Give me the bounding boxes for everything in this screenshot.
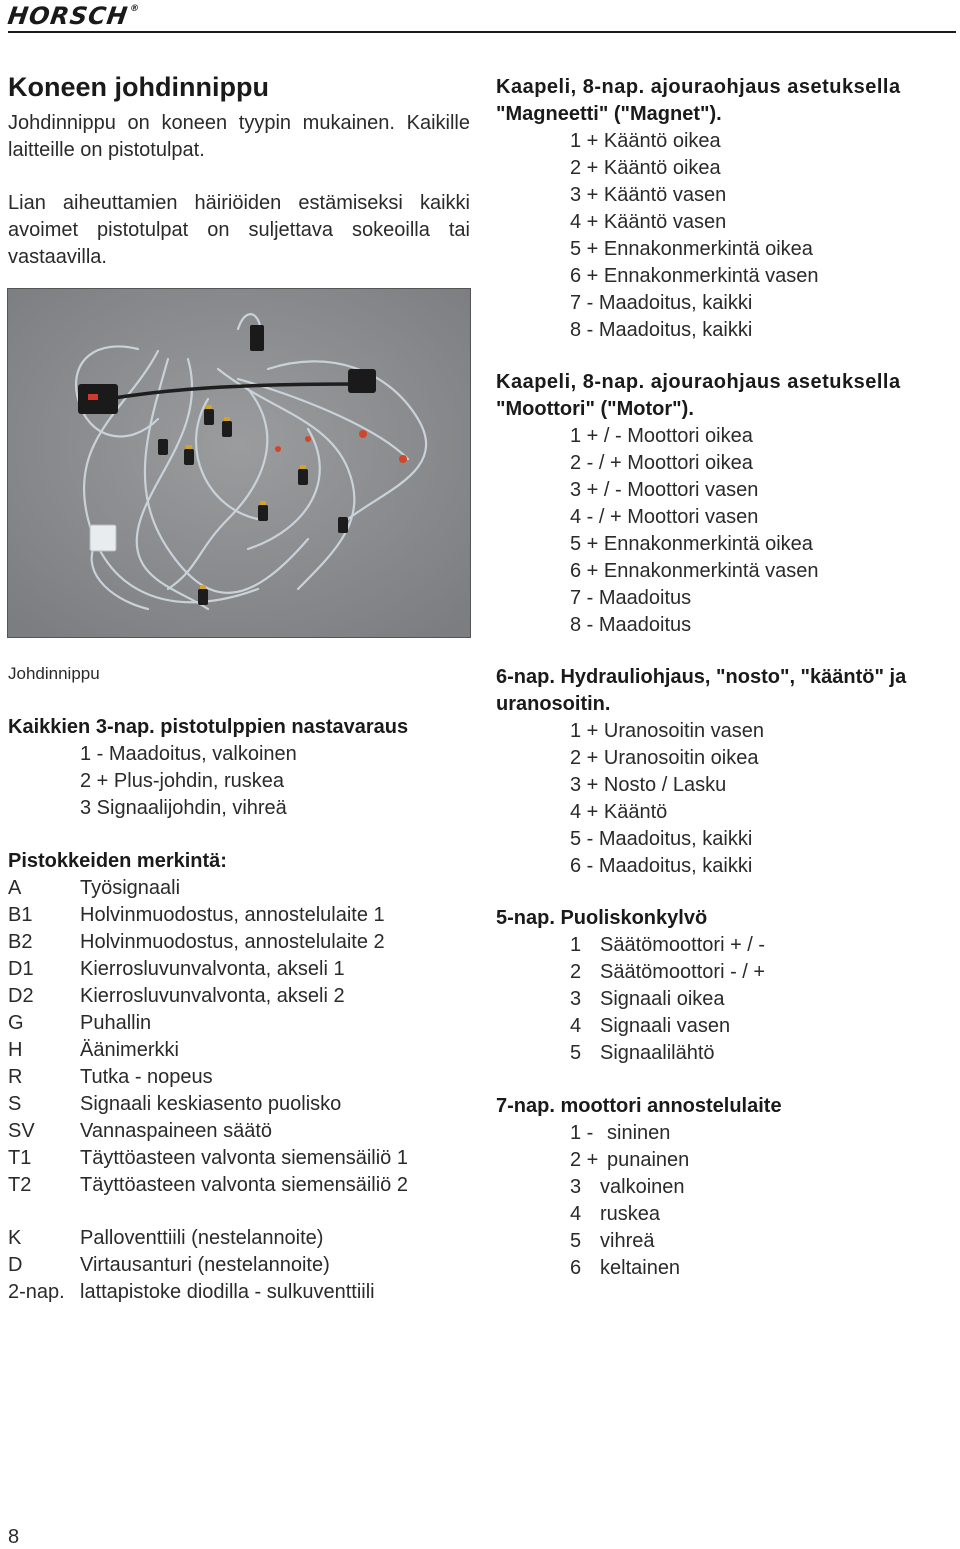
markings-heading: Pistokkeiden merkintä: <box>8 850 227 872</box>
marking-desc: Signaali keskiasento puolisko <box>80 1093 342 1115</box>
magnet-line: 3 + Kääntö vasen <box>570 184 727 206</box>
pin-number: 3 <box>570 988 582 1010</box>
hydraulic-heading-2: uranosoitin. <box>496 693 611 715</box>
pin-desc: Signaali vasen <box>600 1015 731 1037</box>
magnet-line: 2 + Kääntö oikea <box>570 157 721 179</box>
magnet-heading-2: "Magneetti" ("Magnet"). <box>496 103 722 125</box>
pin-desc: Säätömoottori - / + <box>600 961 766 983</box>
motor-line: 6 + Ennakonmerkintä vasen <box>570 560 819 582</box>
marking-desc: Tutka - nopeus <box>80 1066 213 1088</box>
page-number: 8 <box>8 1526 20 1548</box>
hydraulic-line: 2 + Uranosoitin oikea <box>570 747 759 769</box>
pin-number: 2 <box>570 961 582 983</box>
hydraulic-line: 5 - Maadoitus, kaikki <box>570 828 753 850</box>
pin-desc: keltainen <box>600 1257 681 1279</box>
marking-code: T2 <box>8 1174 32 1196</box>
hydraulic-line: 1 + Uranosoitin vasen <box>570 720 765 742</box>
marking-code: B1 <box>8 904 33 926</box>
pin-desc: sininen <box>607 1122 671 1144</box>
three-pin-line: 1 - Maadoitus, valkoinen <box>80 743 297 765</box>
half-sowing-heading: 5-nap. Puoliskonkylvö <box>496 907 708 929</box>
motor-line: 5 + Ennakonmerkintä oikea <box>570 533 813 555</box>
marking-desc: Virtausanturi (nestelannoite) <box>80 1254 330 1276</box>
three-pin-line: 2 + Plus-johdin, ruskea <box>80 770 285 792</box>
motor-heading: Kaapeli, 8-nap. ajouraohjaus asetuksella <box>496 371 901 393</box>
pin-desc: punainen <box>607 1149 690 1171</box>
marking-code: SV <box>8 1120 35 1142</box>
marking-desc: Holvinmuodostus, annostelulaite 2 <box>80 931 385 953</box>
intro-paragraph: Johdinnippu on koneen tyypin mukainen. Kaikille laitteille on pistotulpat. <box>8 112 470 161</box>
photo-caption: Johdinnippu <box>8 664 100 683</box>
motor-heading-2: "Moottori" ("Motor"). <box>496 398 694 420</box>
marking-desc: Palloventtiili (nestelannoite) <box>80 1227 324 1249</box>
hydraulic-line: 6 - Maadoitus, kaikki <box>570 855 753 877</box>
marking-desc: Vannaspaineen säätö <box>80 1120 273 1142</box>
marking-desc: Kierrosluvunvalvonta, akseli 2 <box>80 985 345 1007</box>
three-pin-heading: Kaikkien 3-nap. pistotulppien nastavaraus <box>8 716 409 738</box>
marking-code: A <box>8 877 22 899</box>
hydraulic-line: 4 + Kääntö <box>570 801 668 823</box>
marking-desc: Äänimerkki <box>80 1039 179 1061</box>
marking-code: B2 <box>8 931 33 953</box>
pin-number: 6 <box>570 1257 582 1279</box>
pin-number: 2 + <box>570 1149 599 1171</box>
pin-desc: Signaali oikea <box>600 988 725 1010</box>
marking-code: S <box>8 1093 22 1115</box>
pin-number: 3 <box>570 1176 582 1198</box>
three-pin-line: 3 Signaalijohdin, vihreä <box>80 797 287 819</box>
marking-desc: Työsignaali <box>80 877 181 899</box>
pin-number: 1 <box>570 934 582 956</box>
pin-number: 1 - <box>570 1122 594 1144</box>
pin-number: 5 <box>570 1042 582 1064</box>
magnet-line: 5 + Ennakonmerkintä oikea <box>570 238 813 260</box>
motor-line: 3 + / - Moottori vasen <box>570 479 759 501</box>
motor-metering-heading: 7-nap. moottori annostelulaite <box>496 1095 782 1117</box>
marking-desc: Kierrosluvunvalvonta, akseli 1 <box>80 958 345 980</box>
marking-code: 2-nap. <box>8 1281 65 1303</box>
marking-desc: Täyttöasteen valvonta siemensäiliö 2 <box>80 1174 408 1196</box>
wiring-harness-photo <box>7 288 471 638</box>
pin-desc: Signaalilähtö <box>600 1042 715 1064</box>
motor-line: 2 - / + Moottori oikea <box>570 452 753 474</box>
marking-code: D <box>8 1254 23 1276</box>
marking-code: G <box>8 1012 24 1034</box>
marking-code: H <box>8 1039 23 1061</box>
hydraulic-heading: 6-nap. Hydrauliohjaus, "nosto", "kääntö" ja <box>496 666 907 688</box>
magnet-line: 6 + Ennakonmerkintä vasen <box>570 265 819 287</box>
pin-desc: ruskea <box>600 1203 661 1225</box>
magnet-line: 4 + Kääntö vasen <box>570 211 727 233</box>
motor-line: 1 + / - Moottori oikea <box>570 425 753 447</box>
horsch-logo: HORSCH® <box>6 2 141 30</box>
pin-desc: valkoinen <box>600 1176 685 1198</box>
pin-desc: vihreä <box>600 1230 655 1252</box>
header-rule <box>8 31 956 33</box>
marking-desc: Täyttöasteen valvonta siemensäiliö 1 <box>80 1147 408 1169</box>
marking-code: T1 <box>8 1147 32 1169</box>
warning-paragraph: Lian aiheuttamien häiriöiden estämiseksi kaikki avoimet pistotulpat on suljettava sokeoilla tai vastaavilla. <box>8 192 470 268</box>
magnet-line: 8 - Maadoitus, kaikki <box>570 319 753 341</box>
marking-desc: lattapistoke diodilla - sulkuventtiili <box>80 1281 375 1303</box>
marking-code: D2 <box>8 985 34 1007</box>
marking-desc: Puhallin <box>80 1012 152 1034</box>
magnet-heading: Kaapeli, 8-nap. ajouraohjaus asetuksella <box>496 76 901 98</box>
pin-number: 4 <box>570 1015 582 1037</box>
motor-line: 8 - Maadoitus <box>570 614 692 636</box>
hydraulic-line: 3 + Nosto / Lasku <box>570 774 727 796</box>
marking-code: R <box>8 1066 23 1088</box>
marking-desc: Holvinmuodostus, annostelulaite 1 <box>80 904 385 926</box>
pin-number: 5 <box>570 1230 582 1252</box>
magnet-line: 7 - Maadoitus, kaikki <box>570 292 753 314</box>
marking-code: K <box>8 1227 22 1249</box>
motor-line: 7 - Maadoitus <box>570 587 692 609</box>
motor-line: 4 - / + Moottori vasen <box>570 506 759 528</box>
pin-desc: Säätömoottori + / - <box>600 934 766 956</box>
marking-code: D1 <box>8 958 34 980</box>
page-title: Koneen johdinnippu <box>8 72 269 102</box>
magnet-line: 1 + Kääntö oikea <box>570 130 721 152</box>
pin-number: 4 <box>570 1203 582 1225</box>
